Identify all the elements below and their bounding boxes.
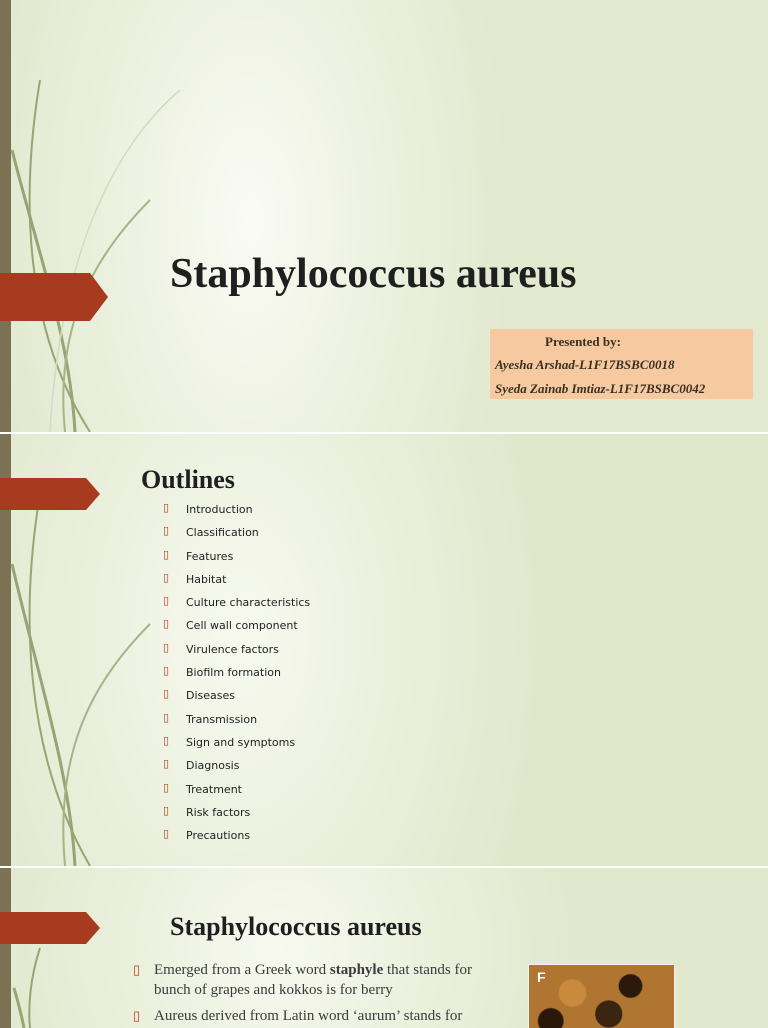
- slide-title: [0, 0, 768, 432]
- presenter-name: Ayesha Arshad-L1F17BSBC0018: [495, 357, 675, 372]
- body-list: [133, 960, 493, 1028]
- list-item: ▯ Virulence factors: [163, 640, 279, 656]
- list-item: ▯ Risk factors: [163, 803, 251, 819]
- presenter-name: Syeda Zainab Imtiaz-L1F17BSBC0042: [495, 381, 706, 396]
- list-item: ▯ Culture characteristics: [163, 594, 311, 610]
- list-item: ▯ Sign and symptoms: [163, 733, 296, 749]
- accent-tab: [0, 478, 102, 510]
- list-item: ▯ Diseases: [163, 687, 235, 703]
- list-item: ▯ Transmission: [163, 710, 258, 726]
- outlines-title: Outlines: [141, 465, 235, 494]
- bullet-icon: ▯: [163, 524, 170, 538]
- slide-title-text: Staphylococcus aureus: [170, 251, 577, 297]
- list-item: ▯ Diagnosis: [163, 757, 240, 773]
- list-item: ▯ Aureus derived from Latin word ‘aurum’ stands for: [133, 1008, 463, 1024]
- bullet-icon: ▯: [163, 640, 170, 654]
- bullet-icon: ▯: [163, 547, 170, 561]
- bullet-icon: ▯: [163, 827, 170, 841]
- outline-list: [163, 502, 310, 851]
- list-item: ▯ Treatment: [163, 780, 242, 796]
- presenter-heading: Presented by:: [545, 334, 621, 349]
- list-item: ▯ Biofilm formation: [163, 664, 281, 680]
- list-item: ▯ Emerged from a Greek word staphyle that stands for bunch of grapes and kokkos is for berry: [133, 962, 472, 998]
- bullet-icon: ▯: [163, 710, 170, 724]
- slide-outlines: [0, 434, 768, 866]
- list-item: ▯ Classification: [163, 524, 259, 540]
- list-item: ▯ Introduction: [163, 501, 253, 516]
- bullet-icon: ▯: [163, 780, 170, 794]
- bullet-icon: ▯: [163, 501, 170, 514]
- list-item: ▯ Features: [163, 547, 234, 563]
- bullet-icon: ▯: [163, 617, 170, 631]
- bullet-icon: ▯: [163, 757, 170, 771]
- bullet-icon: ▯: [133, 1008, 141, 1023]
- bullet-icon: ▯: [163, 803, 170, 817]
- slide-intro: [0, 868, 768, 1028]
- image-label: F: [537, 969, 546, 985]
- list-item: ▯ Habitat: [163, 570, 227, 586]
- accent-tab: [0, 912, 102, 944]
- bullet-icon: ▯: [133, 962, 141, 977]
- bullet-icon: ▯: [163, 570, 170, 584]
- accent-tab: [0, 273, 110, 321]
- bullet-icon: ▯: [163, 664, 170, 678]
- list-item: ▯ Precautions: [163, 827, 251, 843]
- presenter-box: [490, 329, 753, 399]
- micrograph-image: [528, 964, 675, 1028]
- bullet-icon: ▯: [163, 687, 170, 701]
- list-item: ▯ Cell wall component: [163, 617, 298, 633]
- swirl-decoration: [0, 0, 200, 432]
- slide-title-text: Staphylococcus aureus: [170, 912, 422, 941]
- bullet-icon: ▯: [163, 594, 170, 608]
- bullet-icon: ▯: [163, 733, 170, 747]
